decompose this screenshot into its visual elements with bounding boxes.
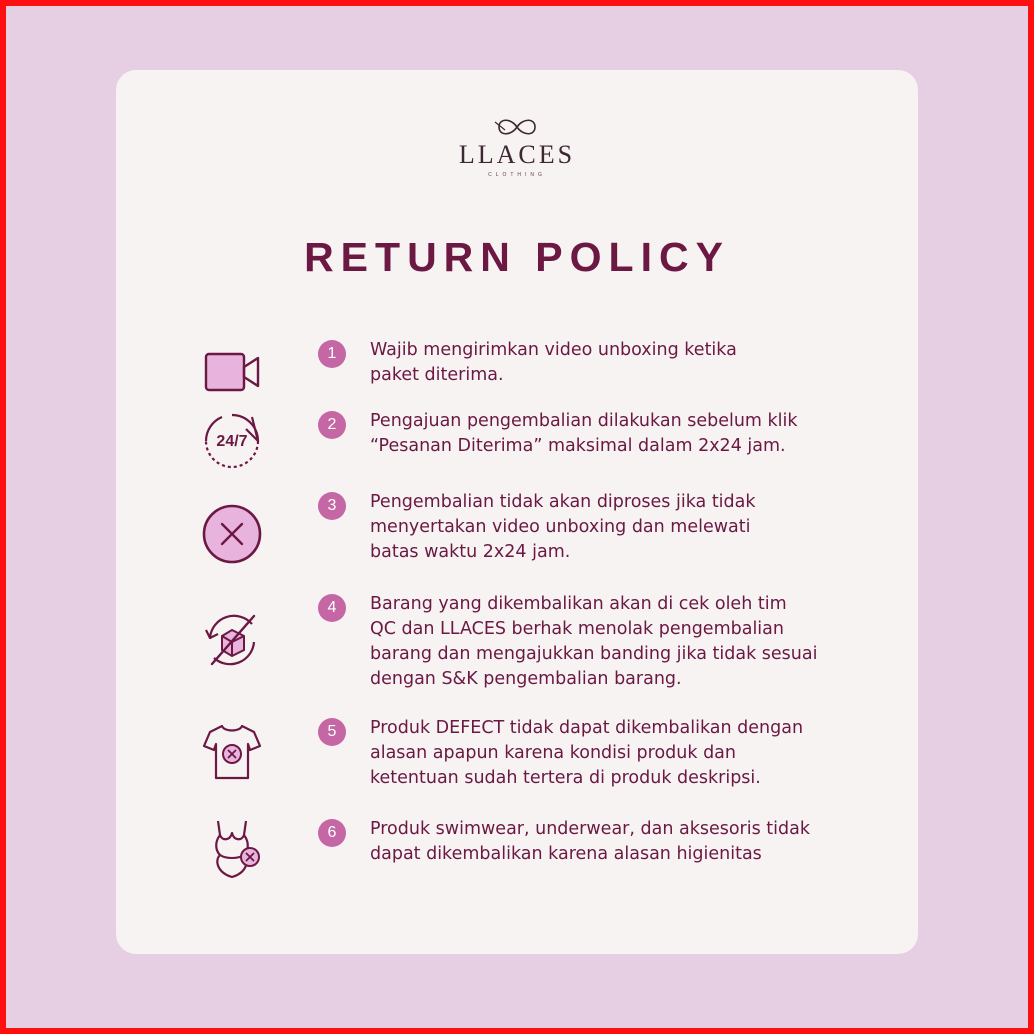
brand-subtitle: CLOTHING bbox=[488, 172, 546, 178]
item-text: Barang yang dikembalikan akan di cek oleh tim QC dan LLACES berhak menolak pengembalian barang dan mengajukkan banding jika tidak sesuai dengan S&K pengembalian barang. bbox=[370, 594, 818, 689]
brand-name: LLACES bbox=[458, 140, 576, 169]
item-number: 1 bbox=[318, 340, 346, 368]
item-text: Pengajuan pengembalian dilakukan sebelum klik “Pesanan Diterima” maksimal dalam 2x24 jam. bbox=[370, 411, 798, 456]
item-text: Pengembalian tidak akan diproses jika tidak menyertakan video unboxing dan melewati batas waktu 2x24 jam. bbox=[370, 492, 756, 562]
24-7-icon bbox=[200, 409, 264, 473]
infinity-logo-icon bbox=[493, 116, 541, 138]
video-camera-icon bbox=[200, 340, 264, 404]
item-text: Produk DEFECT tidak dapat dikembalikan dengan alasan apapun karena kondisi produk dan ketentuan sudah tertera di produk deskripsi. bbox=[370, 718, 804, 788]
item-text: Wajib mengirimkan video unboxing ketika paket diterima. bbox=[370, 340, 737, 385]
item-number: 4 bbox=[318, 594, 346, 622]
swimwear-x-icon bbox=[200, 817, 264, 881]
item-number: 3 bbox=[318, 492, 346, 520]
item-text: Produk swimwear, underwear, dan aksesoris tidak dapat dikembalikan karena alasan higienitas bbox=[370, 819, 810, 864]
no-return-box-icon bbox=[200, 608, 264, 672]
policy-card bbox=[116, 70, 918, 954]
x-circle-icon bbox=[200, 502, 264, 566]
icon-label: 24/7 bbox=[216, 433, 248, 450]
item-number: 5 bbox=[318, 718, 346, 746]
tshirt-x-icon bbox=[200, 720, 264, 784]
item-number: 2 bbox=[318, 411, 346, 439]
brand-logo bbox=[116, 116, 918, 178]
item-number: 6 bbox=[318, 819, 346, 847]
page-title: RETURN POLICY bbox=[304, 234, 730, 280]
